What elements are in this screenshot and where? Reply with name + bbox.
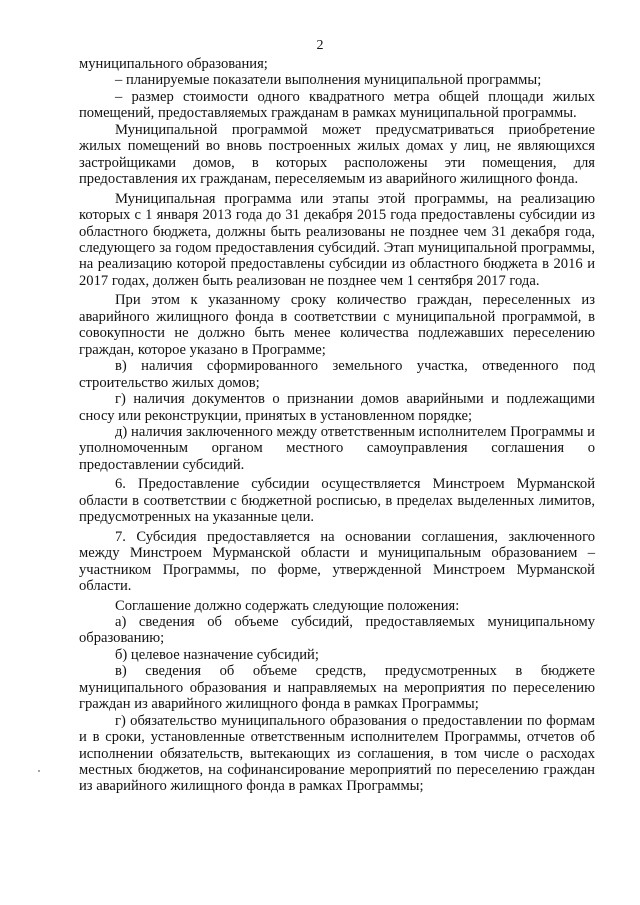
scan-speck	[38, 770, 40, 772]
document-body	[79, 56, 595, 795]
paragraph: Муниципальная программа или этапы этой программы, на реализацию которых с 1 января 2013 года до 31 декабря 2015 года предоставлены субсидии из областного бюджета, должны быть реализованы не позднее чем 31 декабря года, следующего за годом предоставления субсидий. Этап муниципальной программы, на реализацию которой предоставлены субсидии из областного бюджета в 2016 и 2017 годах, должен быть реализован не позднее чем 1 сентября 2017 года.	[79, 190, 595, 289]
paragraph: – размер стоимости одного квадратного метра общей площади жилых помещений, предоставляемых гражданам в рамках муниципальной программы.	[79, 88, 595, 122]
paragraph: в) наличия сформированного земельного участка, отведенного под строительство жилых домов;	[79, 358, 595, 391]
paragraph: Соглашение должно содержать следующие положения:	[115, 597, 460, 614]
paragraph: д) наличия заключенного между ответственным исполнителем Программы и уполномоченным органом местного самоуправления соглашения о предоставлении субсидий.	[79, 423, 595, 473]
paragraph: Муниципальной программой может предусматриваться приобретение жилых помещений во вновь построенных жилых домах у лиц, не являющихся застройщиками домов, в которых расположены эти помещения, для предоставления их гражданам, переселяемым из аварийного жилищного фонда.	[79, 121, 595, 188]
paragraph: – планируемые показатели выполнения муниципальной программы;	[115, 72, 542, 89]
paragraph: При этом к указанному сроку количество граждан, переселенных из аварийного жилищного фонда в соответствии с муниципальной программой, в совокупности не должно быть менее количества подлежавших переселению граждан, которое указано в Программе;	[79, 292, 595, 358]
paragraph: 7. Субсидия предоставляется на основании соглашения, заключенного между Минстроем Мурманской области и муниципальным образованием – участником Программы, по форме, утвержденной Минстроем Мурманской области.	[79, 528, 595, 595]
paragraph: а) сведения об объеме субсидий, предоставляемых муниципальному образованию;	[79, 613, 595, 647]
paragraph: 6. Предоставление субсидии осуществляется Минстроем Мурманской области в соответствии с бюджетной росписью, в пределах выделенных лимитов, предусмотренных на указанные цели.	[79, 476, 595, 526]
paragraph: б) целевое назначение субсидий;	[115, 646, 319, 663]
page-number: 2	[316, 38, 324, 53]
paragraph: муниципального образования;	[79, 56, 268, 72]
paragraph: г) наличия документов о признании домов аварийными и подлежащими сносу или реконструкции, принятых в установленном порядке;	[79, 391, 595, 424]
paragraph: в) сведения об объеме средств, предусмотренных в бюджете муниципального образования и направляемых на мероприятия по переселению граждан из аварийного жилищного фонда в рамках Программы;	[79, 663, 595, 713]
paragraph: г) обязательство муниципального образования о предоставлении по формам и в сроки, установленные ответственным исполнителем Программы, отчетов об исполнении обязательств, вытекающих из соглашения, в том числе о расходах местных бюджетов, на софинансирование мероприятий по переселению граждан из аварийного жилищного фонда в рамках Программы;	[79, 712, 595, 795]
